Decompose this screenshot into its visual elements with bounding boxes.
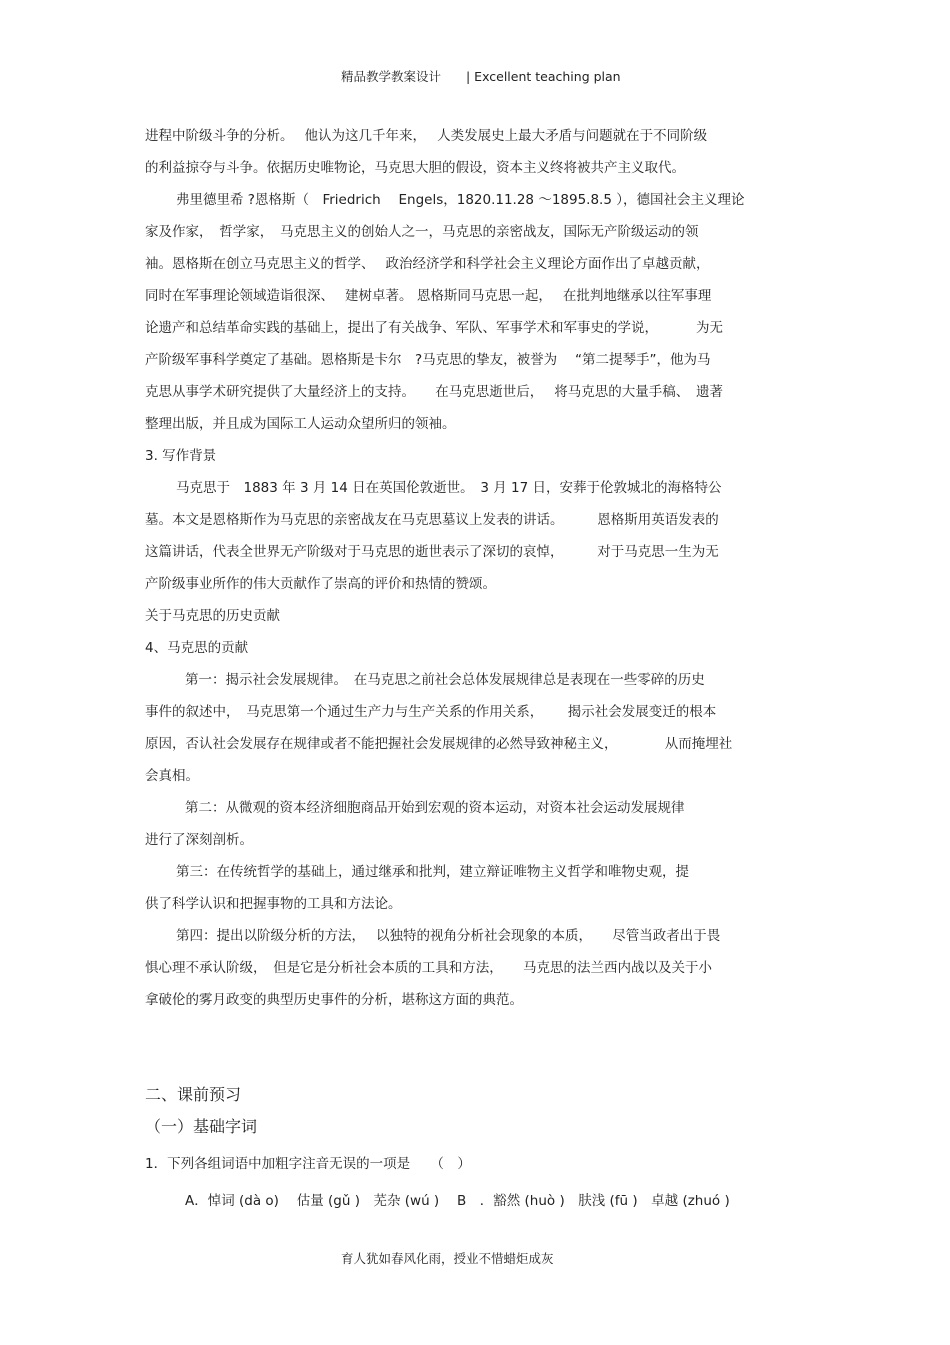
- paragraph-line: 供了科学认识和把握事物的工具和方法论。: [145, 896, 402, 912]
- section-heading: 关于马克思的历史贡献: [145, 608, 280, 624]
- paragraph-line: 进程中阶级斗争的分析。 他认为这几千年来， 人类发展史上最大矛盾与问题就在于不同阶级: [145, 128, 708, 144]
- section-two-title: 二、课前预习: [145, 1085, 242, 1104]
- section-heading: 4、马克思的贡献: [145, 640, 249, 656]
- paragraph-line: 第三：在传统哲学的基础上，通过继承和批判，建立辩证唯物主义哲学和唯物史观，提: [176, 864, 689, 880]
- paragraph-line: 第四：提出以阶级分析的方法， 以独特的视角分析社会现象的本质， 尽管当政者出于畏: [176, 928, 721, 944]
- question-1-options: A．悼词 (dà o) 估量 (gǔ ) 芜杂 (wú ) B ．豁然 (huò ) 肤浅 (fū ) 卓越 (zhuó ): [185, 1193, 730, 1209]
- paragraph-line: 第二：从微观的资本经济细胞商品开始到宏观的资本运动，对资本社会运动发展规律: [185, 800, 685, 816]
- paragraph-line: 会真相。: [145, 768, 199, 784]
- paragraph-line: 弗里德里希 ?恩格斯（ Friedrich Engels，1820.11.28 ～1895.8.5 ），德国社会主义理论: [176, 192, 745, 208]
- paragraph-line: 的利益掠夺与斗争。依据历史唯物论，马克思大胆的假设，资本主义终将被共产主义取代。: [145, 160, 685, 176]
- paragraph-line: 马克思于 1883 年 3 月 14 日在英国伦敦逝世。 3 月 17 日，安葬于伦敦城北的海格特公: [176, 480, 722, 496]
- paragraph-line: 第一：揭示社会发展规律。 在马克思之前社会总体发展规律总是表现在一些零碎的历史: [185, 672, 705, 688]
- paragraph-line: 克思从事学术研究提供了大量经济上的支持。 在马克思逝世后， 将马克思的大量手稿、 遗著: [145, 384, 724, 400]
- question-1: 1．下列各组词语中加粗字注音无误的一项是 （ ）: [145, 1156, 471, 1172]
- page-header: 精品教学教案设计 | Excellent teaching plan: [341, 69, 621, 84]
- paragraph-line: 产阶级军事科学奠定了基础。恩格斯是卡尔 ?马克思的挚友，被誉为 “第二提琴手”，他为马: [145, 352, 711, 368]
- paragraph-line: 拿破伦的雾月政变的典型历史事件的分析，堪称这方面的典范。: [145, 992, 523, 1008]
- paragraph-line: 袖。恩格斯在创立马克思主义的哲学、 政治经济学和科学社会主义理论方面作出了卓越贡献，: [145, 256, 710, 272]
- paragraph-line: 原因，否认社会发展存在规律或者不能把握社会发展规律的必然导致神秘主义， 从而掩埋社: [145, 736, 733, 752]
- section-two-subtitle: （一）基础字词: [145, 1117, 258, 1136]
- section-heading: 3. 写作背景: [145, 448, 217, 464]
- paragraph-line: 论遗产和总结革命实践的基础上，提出了有关战争、军队、军事学术和军事史的学说， 为无: [145, 320, 724, 336]
- paragraph-line: 同时在军事理论领域造诣很深、 建树卓著。 恩格斯同马克思一起， 在批判地继承以往军事理: [145, 288, 712, 304]
- paragraph-line: 墓。本文是恩格斯作为马克思的亲密战友在马克思墓议上发表的讲话。 恩格斯用英语发表的: [145, 512, 719, 528]
- paragraph-line: 这篇讲话，代表全世界无产阶级对于马克思的逝世表示了深切的哀悼， 对于马克思一生为无: [145, 544, 719, 560]
- paragraph-line: 事件的叙述中， 马克思第一个通过生产力与生产关系的作用关系， 揭示社会发展变迁的根本: [145, 704, 717, 720]
- paragraph-line: 产阶级事业所作的伟大贡献作了崇高的评价和热情的赞颂。: [145, 576, 496, 592]
- paragraph-line: 整理出版，并且成为国际工人运动众望所归的领袖。: [145, 416, 456, 432]
- paragraph-line: 进行了深刻剖析。: [145, 832, 253, 848]
- paragraph-line: 家及作家， 哲学家， 马克思主义的创始人之一，马克思的亲密战友，国际无产阶级运动的领: [145, 224, 699, 240]
- paragraph-line: 惧心理不承认阶级， 但是它是分析社会本质的工具和方法， 马克思的法兰西内战以及关于小: [145, 960, 712, 976]
- page-footer: 育人犹如春风化雨，授业不惜蜡炬成灰: [341, 1251, 554, 1266]
